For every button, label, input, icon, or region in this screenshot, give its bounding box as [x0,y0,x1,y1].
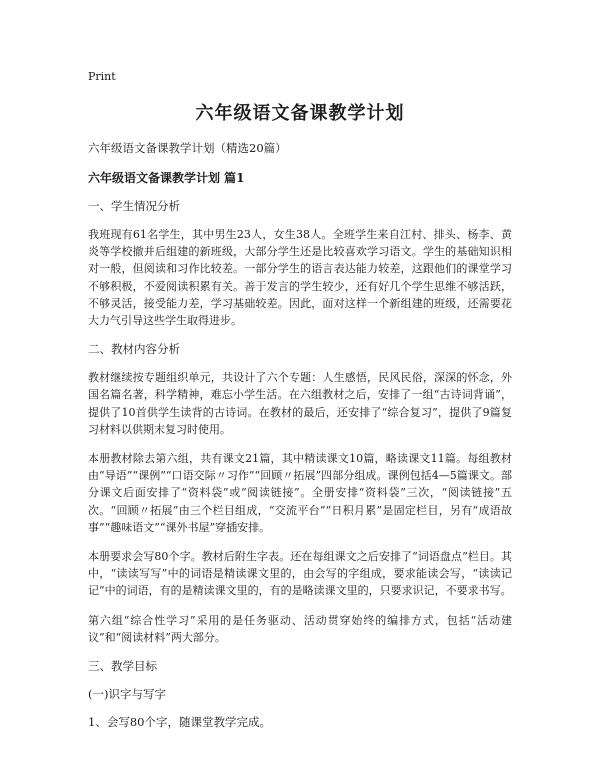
subheading-literacy: (一)识字与写字 [88,687,166,702]
document-title: 六年级语文备课教学计划 [195,103,405,124]
section-heading-textbook-analysis: 二、教材内容分析 [88,342,180,357]
article-title: 六年级语文备课教学计划 篇1 [88,171,245,185]
list-item-goal-1: 1、会写80个字，随课堂教学完成。 [88,715,271,730]
paragraph-student-analysis: 我班现有61名学生，其中男生23人，女生38人。全班学生来自江村、排头、杨李、黄炎等学校撤并后组建的新班级，大部分学生还是比较喜欢学习语文。学生的基础知识相对一般，但阅读和习作比较差。一部分学生的语言表达能力较差，这跟他们的课堂学习不够积极，不爱阅读积累有关。善于发言的学生较少，还有好几个学生思维不够活跃，不够灵活，接受能力差，学习基础较差。因此，面对这样一个新组建的班级，还需要花大力气引导这些学生取得进步。 [88,228,512,328]
document-subtitle: 六年级语文备课教学计划（精选20篇） [88,141,287,155]
section-heading-student-analysis: 一、学生情况分析 [88,199,180,213]
paragraph-comprehensive-learning: 第六组“综合性学习”采用的是任务驱动、活动贯穿始终的编排方式，包括“活动建议”和“阅读材料”两大部分。 [88,613,512,644]
section-heading-teaching-goals: 三、教学目标 [88,659,157,674]
print-label[interactable]: Print [88,70,116,83]
paragraph-textbook-topics: 教材继续按专题组织单元，共设计了六个专题：人生感悟，民风民俗，深深的怀念，外国名篇名著，科学精神，难忘小学生活。在六组教材之后，安排了一组“古诗词背诵”，提供了10首供学生读背的古诗词。在教材的最后，还安排了“综合复习”，提供了9篇复习材料以供期末复习时使用。 [88,371,512,436]
paragraph-writing-requirements: 本册要求会写80个字。教材后附生字表。还在每组课文之后安排了“词语盘点”栏目。其中，“读读写写”中的词语是精读课文里的，由会写的字组成，要求能读会写，“读读记记”中的词语，有的是精读课文里的，有的是略读课文里的，只要求识记，不要求书写。 [88,550,512,598]
paragraph-textbook-structure: 本册教材除去第六组，共有课文21篇，其中精读课文10篇，略读课文11篇。每组教材由“导语”“课例”“口语交际〃习作”“回顾〃拓展”四部分组成。课例包括4—5篇课文。部分课文后面安排了“资料袋”或“阅读链接”。全册安排“资料袋”三次，“阅读链接”五次。“回顾〃拓展”由三个栏目组成，“交流平台”“日积月累”是固定栏目，另有“成语故事”“趣味语文”“课外书屋”穿插安排。 [88,452,512,534]
